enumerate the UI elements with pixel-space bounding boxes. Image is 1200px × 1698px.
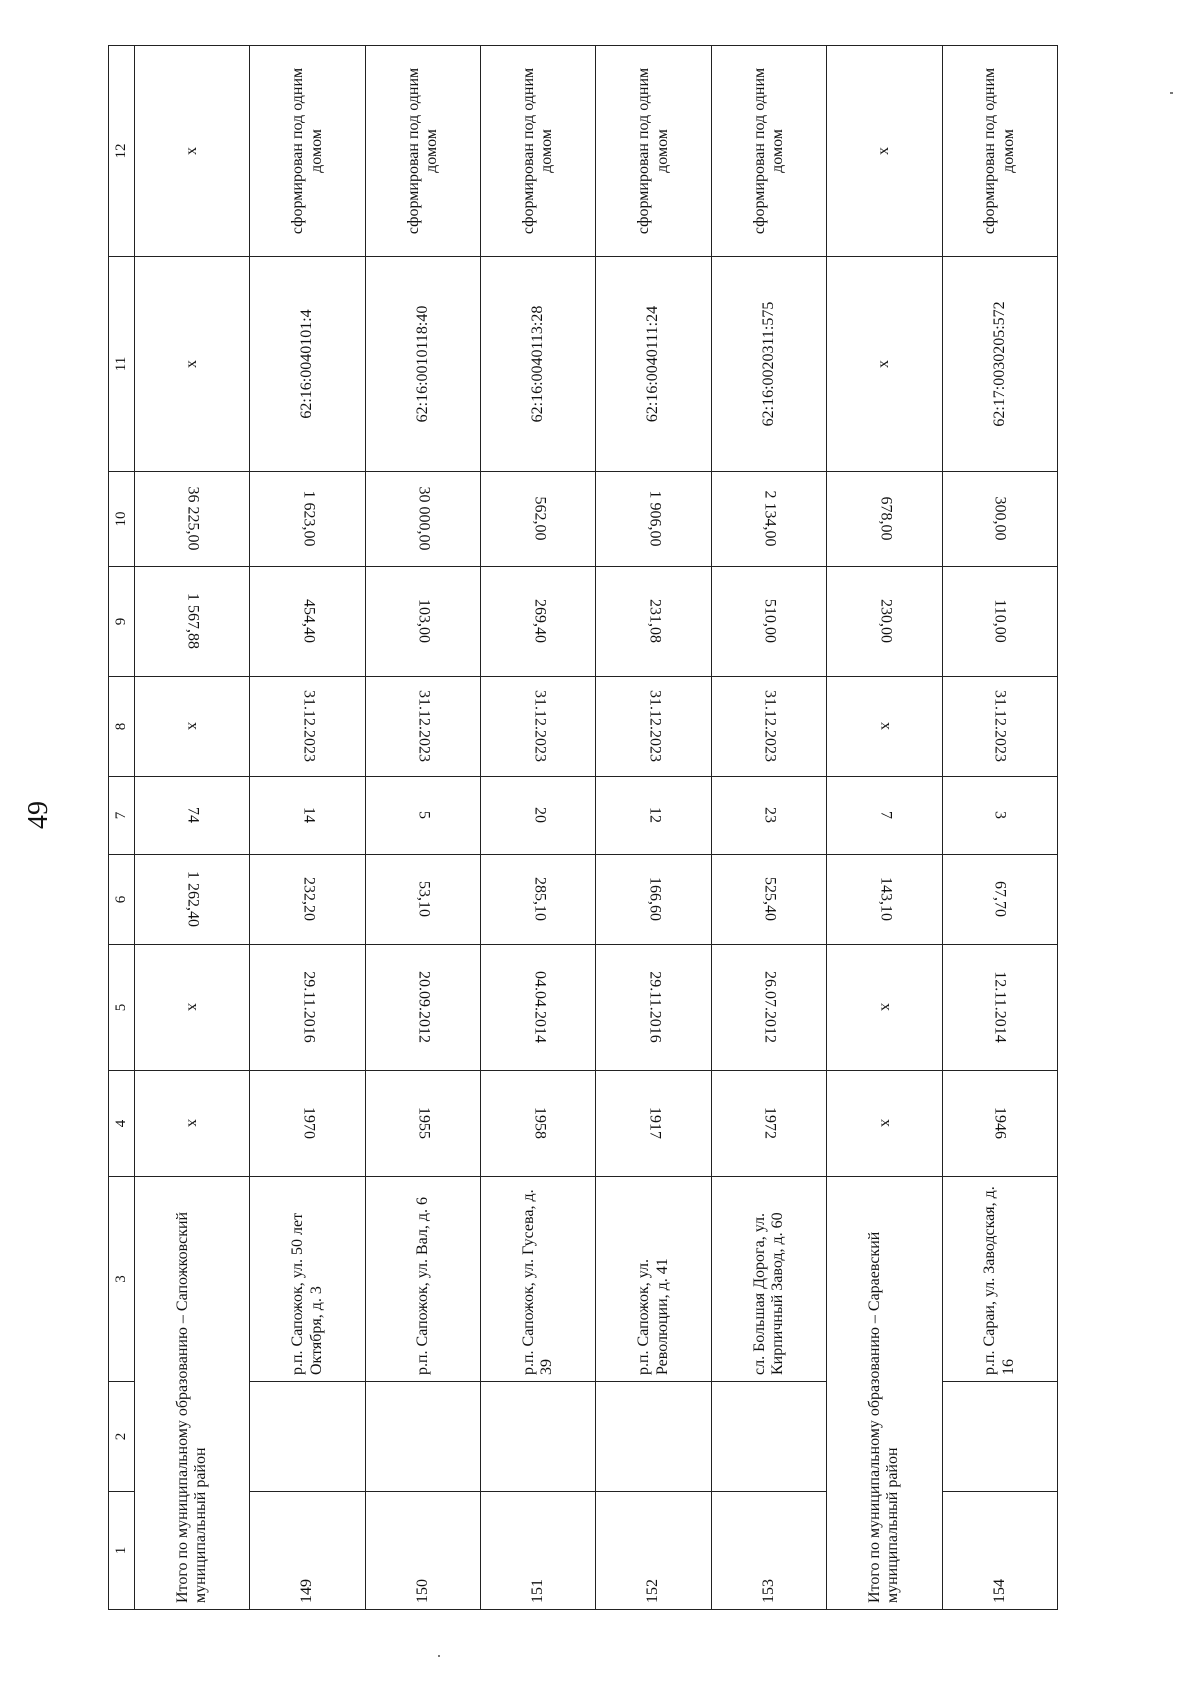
land-area-cell: 454,40 [250,567,365,677]
cost-cell: 2 134,00 [711,472,826,567]
recognition-date-cell: 29.11.2016 [596,945,711,1071]
column-number: 11 [109,257,135,472]
recognition-date-cell: 12.11.2014 [942,945,1057,1071]
table-row [481,46,596,1610]
row-number-cell: 151 [481,1492,596,1610]
page-number: 49 [23,801,54,829]
cost-cell: 678,00 [827,472,942,567]
land-area-cell: 510,00 [711,567,826,677]
row-number-cell: 150 [365,1492,480,1610]
empty-cell [250,1382,365,1492]
row-number-cell: 153 [711,1492,826,1610]
empty-cell [711,1382,826,1492]
address-cell: р.п. Сапожок, ул. Революции, д. 41 [596,1177,711,1382]
column-number: 7 [109,777,135,855]
resettlement-deadline-cell: 31.12.2023 [250,677,365,777]
address-cell: р.п. Сараи, ул. Заводская, д. 16 [942,1177,1057,1382]
cadastral-number-cell: 62:16:0020311:575 [711,257,826,472]
table-row [711,46,826,1610]
empty-cell [596,1382,711,1492]
residents-count-cell: 7 [827,777,942,855]
living-area-cell: 67,70 [942,855,1057,945]
residents-count-cell: 23 [711,777,826,855]
residents-count-cell: 12 [596,777,711,855]
row-number-cell: 154 [942,1492,1057,1610]
cost-cell: 1 623,00 [250,472,365,567]
recognition-date-cell: x [827,945,942,1071]
address-cell: сл. Большая Дорога, ул. Кирпичный Завод, д. 60 [711,1177,826,1382]
column-number: 8 [109,677,135,777]
resettlement-deadline-cell: x [827,677,942,777]
living-area-cell: 232,20 [250,855,365,945]
address-cell: р.п. Сапожок, ул. 50 лет Октября, д. 3 [250,1177,365,1382]
land-plot-note-cell: сформирован под одним домом [711,46,826,257]
cadastral-number-cell: x [827,257,942,472]
column-number: 2 [109,1382,135,1492]
column-number: 9 [109,567,135,677]
land-area-cell: 103,00 [365,567,480,677]
year-built-cell: 1972 [711,1071,826,1177]
subtotal-label: Итого по муниципальному образованию – Сапожковский муниципальный район [134,1177,249,1610]
land-plot-note-cell: сформирован под одним домом [481,46,596,257]
table-body [109,46,1058,1610]
scan-speck [1170,92,1173,94]
column-number: 6 [109,855,135,945]
table-row [942,46,1057,1610]
cost-cell: 562,00 [481,472,596,567]
land-plot-note-cell: x [827,46,942,257]
year-built-cell: 1958 [481,1071,596,1177]
year-built-cell: 1917 [596,1071,711,1177]
living-area-cell: 525,40 [711,855,826,945]
table-row [250,46,365,1610]
residents-count-cell: 5 [365,777,480,855]
cadastral-number-cell: 62:17:0030205:572 [942,257,1057,472]
cadastral-number-cell: x [134,257,249,472]
year-built-cell: 1955 [365,1071,480,1177]
column-number: 3 [109,1177,135,1382]
resettlement-deadline-cell: 31.12.2023 [596,677,711,777]
subtotal-row [827,46,942,1610]
land-plot-note-cell: сформирован под одним домом [942,46,1057,257]
table-row [365,46,480,1610]
address-cell: р.п. Сапожок, ул. Вал, д. 6 [365,1177,480,1382]
land-area-cell: 230,00 [827,567,942,677]
recognition-date-cell: 26.07.2012 [711,945,826,1071]
land-area-cell: 231,08 [596,567,711,677]
cost-cell: 300,00 [942,472,1057,567]
rotated-table-wrapper [108,46,1058,1610]
subtotal-row [134,46,249,1610]
living-area-cell: 1 262,40 [134,855,249,945]
cost-cell: 30 000,00 [365,472,480,567]
year-built-cell: x [827,1071,942,1177]
resettlement-deadline-cell: 31.12.2023 [942,677,1057,777]
resettlement-deadline-cell: 31.12.2023 [711,677,826,777]
residents-count-cell: 14 [250,777,365,855]
column-number: 4 [109,1071,135,1177]
living-area-cell: 285,10 [481,855,596,945]
living-area-cell: 166,60 [596,855,711,945]
column-number: 10 [109,472,135,567]
land-area-cell: 1 567,88 [134,567,249,677]
year-built-cell: 1946 [942,1071,1057,1177]
column-number-row [109,46,135,1610]
empty-cell [365,1382,480,1492]
column-number: 1 [109,1492,135,1610]
living-area-cell: 53,10 [365,855,480,945]
land-area-cell: 269,40 [481,567,596,677]
cost-cell: 1 906,00 [596,472,711,567]
scan-speck [438,1655,440,1657]
recognition-date-cell: x [134,945,249,1071]
recognition-date-cell: 04.04.2014 [481,945,596,1071]
empty-cell [481,1382,596,1492]
cadastral-number-cell: 62:16:0040113:28 [481,257,596,472]
residents-count-cell: 74 [134,777,249,855]
resettlement-deadline-cell: 31.12.2023 [365,677,480,777]
empty-cell [942,1382,1057,1492]
resettlement-deadline-cell: 31.12.2023 [481,677,596,777]
subtotal-label: Итого по муниципальному образованию – Сараевский муниципальный район [827,1177,942,1610]
row-number-cell: 149 [250,1492,365,1610]
year-built-cell: x [134,1071,249,1177]
cadastral-number-cell: 62:16:0040101:4 [250,257,365,472]
recognition-date-cell: 20.09.2012 [365,945,480,1071]
table-row [596,46,711,1610]
cost-cell: 36 225,00 [134,472,249,567]
residents-count-cell: 20 [481,777,596,855]
land-plot-note-cell: сформирован под одним домом [365,46,480,257]
land-area-cell: 110,00 [942,567,1057,677]
address-cell: р.п. Сапожок, ул. Гусева, д. 39 [481,1177,596,1382]
column-number: 12 [109,46,135,257]
living-area-cell: 143,10 [827,855,942,945]
row-number-cell: 152 [596,1492,711,1610]
cadastral-number-cell: 62:16:0040111:24 [596,257,711,472]
column-number: 5 [109,945,135,1071]
recognition-date-cell: 29.11.2016 [250,945,365,1071]
resettlement-deadline-cell: x [134,677,249,777]
year-built-cell: 1970 [250,1071,365,1177]
land-plot-note-cell: x [134,46,249,257]
land-plot-note-cell: сформирован под одним домом [596,46,711,257]
land-plot-note-cell: сформирован под одним домом [250,46,365,257]
residents-count-cell: 3 [942,777,1057,855]
housing-registry-table [108,45,1058,1610]
cadastral-number-cell: 62:16:0010118:40 [365,257,480,472]
